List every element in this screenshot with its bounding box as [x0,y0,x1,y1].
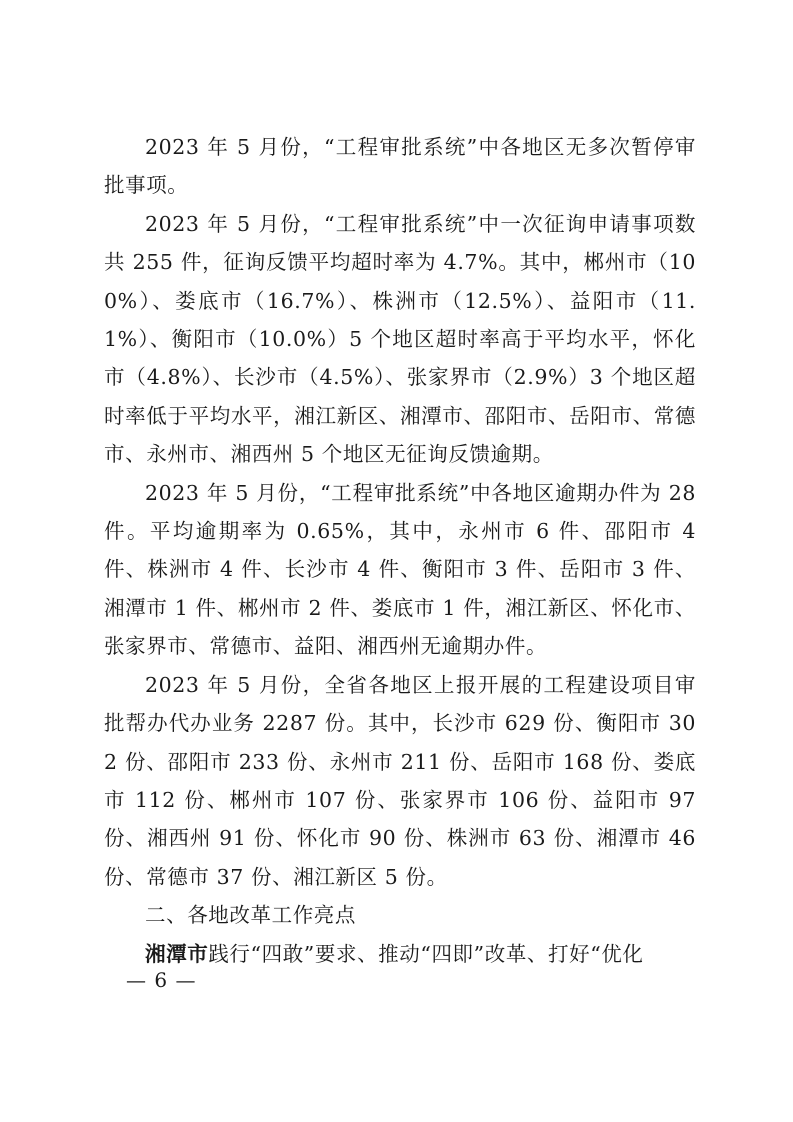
highlight-lead: 湘潭市 [145,941,209,966]
paragraph-assistance: 2023 年 5 月份，全省各地区上报开展的工程建设项目审批帮办代办业务 2287 份。其中，长沙市 629 份、衡阳市 302 份、邵阳市 233 份、永州市 211 份、岳阳市 168 份、娄底市 112 份、郴州市 107 份、张家界市 106 份、益阳市 97 份、湘西州 91 份、怀化市 90 份、株洲市 63 份、湘潭市 46 份、常德市 37 份、湘江新区 5 份。 [104,672,696,889]
section-heading: 二、各地改革工作亮点 [145,903,356,928]
paragraph-suspension: 2023 年 5 月份，“工程审批系统”中各地区无多次暂停审批事项。 [104,135,696,198]
paragraph-consultation: 2023 年 5 月份，“工程审批系统”中一次征询申请事项数共 255 件，征询反馈平均超时率为 4.7%。其中，郴州市（100%）、娄底市（16.7%）、株洲市（12.5%）、益阳市（11.1%）、衡阳市（10.0%）5 个地区超时率高于平均水平，怀化市（4.8%）、长沙市（4.5%）、张家界市（2.9%）3 个地区超时率低于平均水平，湘江新区、湘潭市、邵阳市、岳阳市、常德市、永州市、湘西州 5 个地区无征询反馈逾期。 [104,211,696,467]
paragraph-overdue: 2023 年 5 月份，“工程审批系统”中各地区逾期办件为 28 件。平均逾期率为 0.65%，其中，永州市 6 件、邵阳市 4 件、株洲市 4 件、长沙市 4 件、衡阳市 3 件、岳阳市 3 件、湘潭市 1 件、郴州市 2 件、娄底市 1 件，湘江新区、怀化市、张家界市、常德市、益阳、湘西州无逾期办件。 [104,480,696,659]
page-number: — 6 — [126,968,197,992]
document-body [104,128,696,973]
highlight-text: 践行“四敢”要求、推动“四即”改革、打好“优化 [208,941,644,966]
